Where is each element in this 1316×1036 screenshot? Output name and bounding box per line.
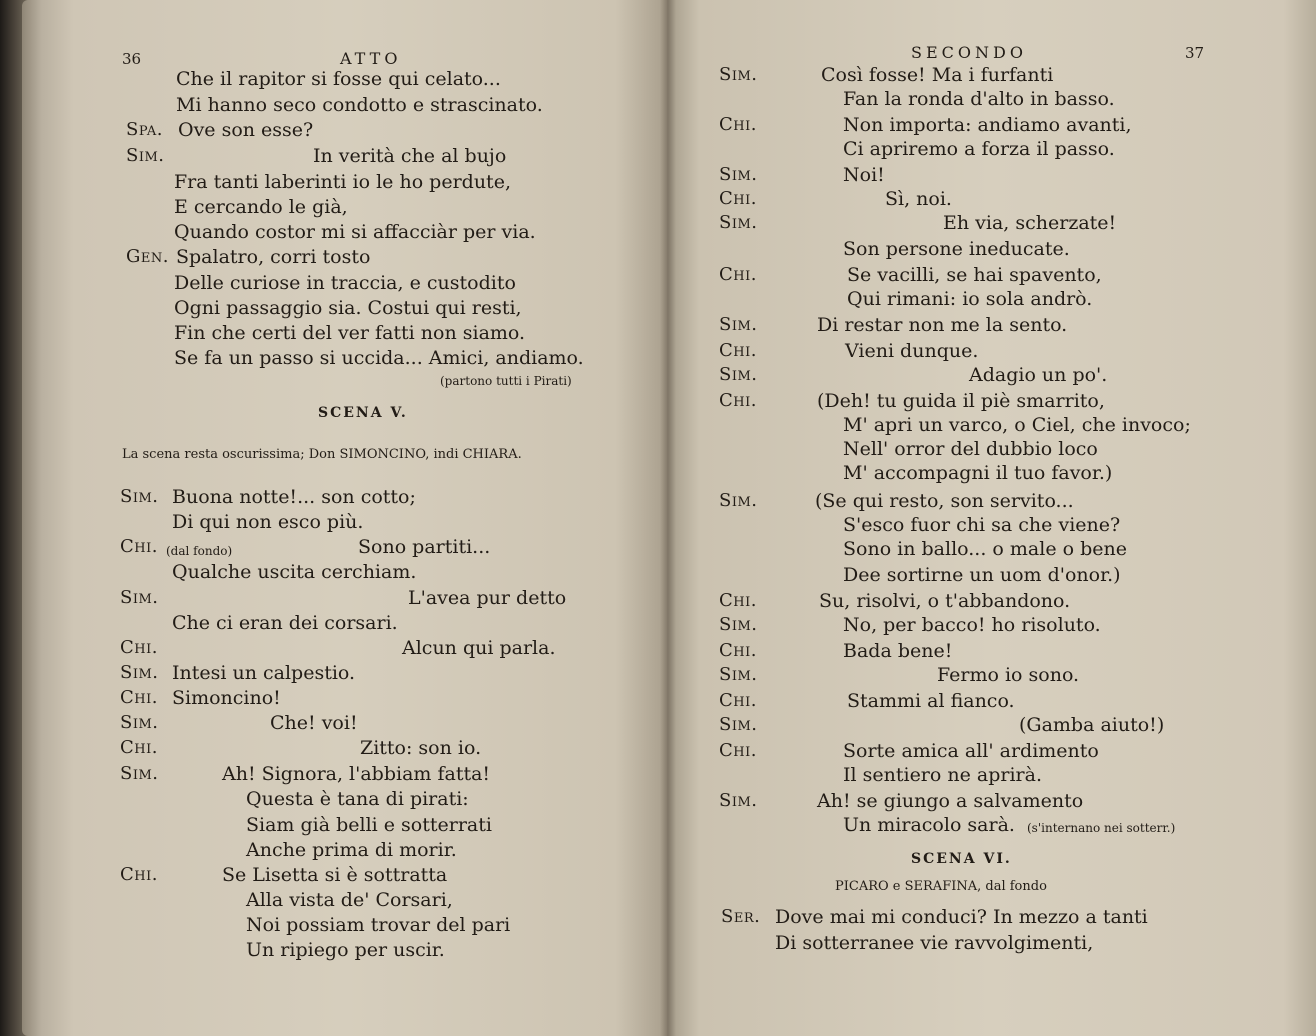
page-number: 37 (1185, 44, 1205, 62)
verse-line: Di sotterranee vie ravvolgimenti, (775, 932, 1094, 954)
verse-line: Delle curiose in traccia, e custodito (174, 272, 516, 294)
verse-line: Il sentiero ne aprirà. (843, 764, 1042, 786)
speaker-label: Sim. (719, 212, 758, 233)
speaker-label: Sim. (719, 714, 758, 735)
scene-description: La scena resta oscurissima; Don SIMONCINO, indi CHIARA. (122, 447, 522, 462)
speaker-label: Chi. (719, 740, 757, 761)
verse-line: Dee sortirne un uom d'onor.) (843, 564, 1121, 586)
verse-line: Mi hanno seco condotto e strascinato. (176, 94, 543, 116)
verse-line: Ove son esse? (178, 119, 314, 141)
verse-line: Sono in ballo... o male o bene (843, 538, 1127, 560)
verse-line: Quando costor mi si affacciàr per via. (174, 221, 536, 243)
verse-line: Ci apriremo a forza il passo. (843, 138, 1115, 160)
speaker-label: Chi. (719, 114, 757, 135)
verse-line: Sorte amica all' ardimento (843, 740, 1099, 762)
verse-line: Un ripiego per uscir. (246, 939, 445, 961)
verse-line: Ah! se giungo a salvamento (817, 790, 1084, 812)
speaker-label: Sim. (719, 164, 758, 185)
verse-line: No, per bacco! ho risoluto. (843, 614, 1101, 636)
speaker-label: Sim. (719, 614, 758, 635)
verse-line: Fra tanti laberinti io le ho perdute, (174, 171, 511, 193)
verse-line: Stammi al fianco. (847, 690, 1015, 712)
left-page (22, 0, 667, 1036)
verse-line: Spalatro, corri tosto (176, 246, 371, 268)
verse-line: Siam già belli e sotterrati (246, 814, 492, 836)
verse-line: Qualche uscita cerchiam. (172, 561, 417, 583)
speaker-label: Sim. (719, 490, 758, 511)
verse-line: Fermo io sono. (937, 664, 1080, 686)
scene-heading: SCENA VI. (911, 851, 1012, 867)
verse-line: Noi! (843, 164, 885, 186)
speaker-label: Sim. (120, 662, 159, 683)
verse-line: L'avea pur detto (408, 587, 567, 609)
speaker-label: Chi. (719, 264, 757, 285)
verse-line: (Gamba aiuto!) (1019, 714, 1165, 736)
speaker-label: Sim. (120, 486, 159, 507)
speaker-label: Chi. (719, 340, 757, 361)
speaker-label: Chi. (719, 690, 757, 711)
verse-line: Alla vista de' Corsari, (246, 889, 453, 911)
verse-line: Alcun qui parla. (402, 637, 556, 659)
verse-line: Fin che certi del ver fatti non siamo. (174, 322, 526, 344)
speaker-label: Chi. (120, 637, 158, 658)
stage-direction: (dal fondo) (166, 544, 233, 558)
speaker-label: Sim. (719, 790, 758, 811)
speaker-label: Sim. (719, 364, 758, 385)
speaker-label: Chi. (120, 864, 158, 885)
speaker-label: Sim. (719, 64, 758, 85)
page-number: 36 (122, 50, 142, 68)
book-gutter (660, 0, 676, 1036)
verse-line: M' accompagni il tuo favor.) (843, 462, 1113, 484)
verse-line: Così fosse! Ma i furfanti (821, 64, 1054, 86)
speaker-label: Ser. (721, 906, 761, 927)
verse-line: Adagio un po'. (969, 364, 1108, 386)
verse-line: Zitto: son io. (360, 737, 482, 759)
verse-line: Che il rapitor si fosse qui celato... (176, 68, 501, 90)
verse-line: Intesi un calpestio. (172, 662, 356, 684)
verse-line: Buona notte!... son cotto; (172, 486, 416, 508)
verse-line: Fan la ronda d'alto in basso. (843, 88, 1115, 110)
speaker-label: Chi. (719, 390, 757, 411)
verse-line: Noi possiam trovar del pari (246, 914, 511, 936)
speaker-label: Gen. (126, 246, 169, 267)
verse-line: Anche prima di morir. (246, 839, 457, 861)
verse-line: Un miracolo sarà. (843, 814, 1015, 836)
verse-line: M' apri un varco, o Ciel, che invoco; (843, 414, 1191, 436)
verse-line: E cercando le già, (174, 196, 348, 218)
verse-line: Son persone ineducate. (843, 238, 1070, 260)
speaker-label: Sim. (120, 587, 159, 608)
verse-line: Dove mai mi conduci? In mezzo a tanti (775, 906, 1148, 928)
verse-line: Se fa un passo si uccida... Amici, andiamo. (174, 347, 584, 369)
running-head: ATTO (340, 49, 402, 68)
verse-line: (Se qui resto, son servito... (815, 490, 1074, 512)
verse-line: (Deh! tu guida il piè smarrito, (817, 390, 1105, 412)
verse-line: S'esco fuor chi sa che viene? (843, 514, 1121, 536)
speaker-label: Chi. (120, 536, 158, 557)
verse-line: Simoncino! (172, 687, 281, 709)
speaker-label: Spa. (126, 119, 163, 140)
verse-line: Su, risolvi, o t'abbandono. (819, 590, 1071, 612)
verse-line: Questa è tana di pirati: (246, 788, 469, 810)
verse-line: Sì, noi. (885, 188, 952, 210)
verse-line: Sono partiti... (358, 536, 491, 558)
speaker-label: Sim. (120, 763, 159, 784)
speaker-label: Sim. (126, 145, 165, 166)
verse-line: Nell' orror del dubbio loco (843, 438, 1098, 460)
running-head: SECONDO (911, 43, 1027, 62)
verse-line: Bada bene! (843, 640, 953, 662)
verse-line: Che ci eran dei corsari. (172, 612, 398, 634)
speaker-label: Chi. (719, 188, 757, 209)
speaker-label: Chi. (719, 640, 757, 661)
verse-line: Vieni dunque. (845, 340, 979, 362)
verse-line: Di qui non esco più. (172, 511, 364, 533)
verse-line: Qui rimani: io sola andrò. (847, 288, 1093, 310)
verse-line: Ah! Signora, l'abbiam fatta! (222, 763, 491, 785)
scene-heading: SCENA V. (318, 405, 408, 421)
verse-line: Di restar non me la sento. (817, 314, 1068, 336)
verse-line: Se vacilli, se hai spavento, (847, 264, 1102, 286)
verse-line: Che! voi! (270, 712, 358, 734)
speaker-label: Chi. (719, 590, 757, 611)
speaker-label: Chi. (120, 687, 158, 708)
verse-line: Se Lisetta si è sottratta (222, 864, 448, 886)
speaker-label: Chi. (120, 737, 158, 758)
verse-line: Eh via, scherzate! (943, 212, 1117, 234)
scene-description: PICARO e SERAFINA, dal fondo (835, 879, 1047, 894)
speaker-label: Sim. (120, 712, 159, 733)
speaker-label: Sim. (719, 664, 758, 685)
verse-line: Non importa: andiamo avanti, (843, 114, 1132, 136)
verse-line: Ogni passaggio sia. Costui qui resti, (174, 297, 522, 319)
stage-direction: (partono tutti i Pirati) (440, 374, 572, 388)
speaker-label: Sim. (719, 314, 758, 335)
verse-line: In verità che al bujo (313, 145, 507, 167)
stage-direction: (s'internano nei sotterr.) (1027, 821, 1176, 835)
right-page (667, 0, 1316, 1036)
